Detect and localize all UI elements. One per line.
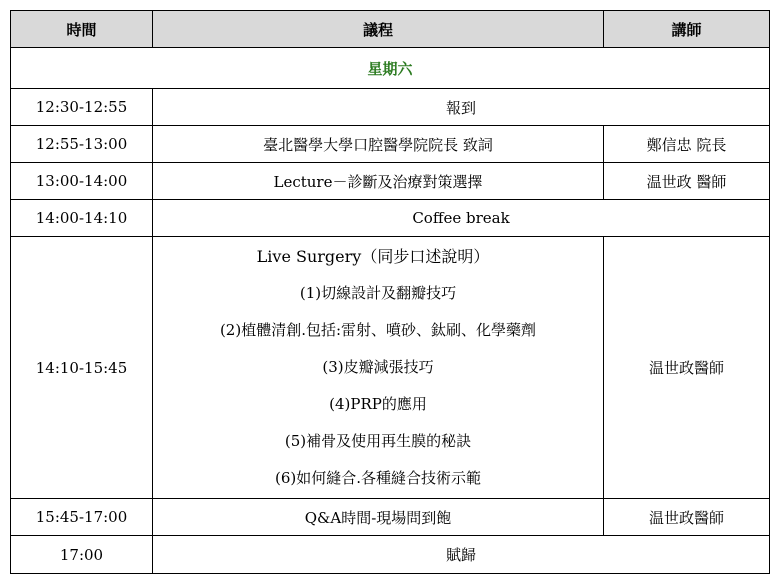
list-item: (3)皮瓣減張技巧 <box>322 357 434 376</box>
speaker-cell: 温世政醫師 <box>604 499 770 536</box>
agenda-cell: 賦歸 <box>153 536 770 574</box>
speaker-cell: 鄭信忠 院長 <box>604 126 770 163</box>
agenda-cell: Coffee break <box>153 200 770 237</box>
header-row <box>11 11 770 48</box>
table-row <box>11 200 770 237</box>
day-row <box>11 48 770 89</box>
list-item: (4)PRP的應用 <box>329 394 427 413</box>
speaker-cell: 温世政醫師 <box>604 237 770 499</box>
table-row <box>11 237 770 499</box>
table-row <box>11 89 770 126</box>
time-cell: 17:00 <box>11 536 153 574</box>
header-speaker: 講師 <box>604 11 770 48</box>
time-cell: 13:00-14:00 <box>11 163 153 200</box>
agenda-cell: Q&A時間-現場問到飽 <box>153 499 604 536</box>
agenda-cell: 報到 <box>153 89 770 126</box>
time-cell: 14:00-14:10 <box>11 200 153 237</box>
list-item: (6)如何縫合.各種縫合技術示範 <box>274 468 482 487</box>
list-item: (5)補骨及使用再生膜的秘訣 <box>284 431 472 450</box>
day-label: 星期六 <box>11 48 770 89</box>
table-row <box>11 499 770 536</box>
live-surgery-title: Live Surgery（同步口述說明） <box>256 246 490 266</box>
agenda-cell: Lecture－診斷及治療對策選擇 <box>153 163 604 200</box>
live-surgery-cell <box>153 237 604 499</box>
list-item: (2)植體清創.包括:雷射、噴砂、鈦刷、化學藥劑 <box>219 320 537 339</box>
table-row <box>11 163 770 200</box>
time-cell: 14:10-15:45 <box>11 237 153 499</box>
list-item: (1)切線設計及翻瓣技巧 <box>299 283 457 302</box>
table-row <box>11 536 770 574</box>
header-time: 時間 <box>11 11 153 48</box>
table-row <box>11 126 770 163</box>
time-cell: 15:45-17:00 <box>11 499 153 536</box>
time-cell: 12:55-13:00 <box>11 126 153 163</box>
agenda-cell: 臺北醫學大學口腔醫學院院長 致詞 <box>153 126 604 163</box>
time-cell: 12:30-12:55 <box>11 89 153 126</box>
speaker-cell: 温世政 醫師 <box>604 163 770 200</box>
header-agenda: 議程 <box>153 11 604 48</box>
schedule-table <box>10 10 770 574</box>
